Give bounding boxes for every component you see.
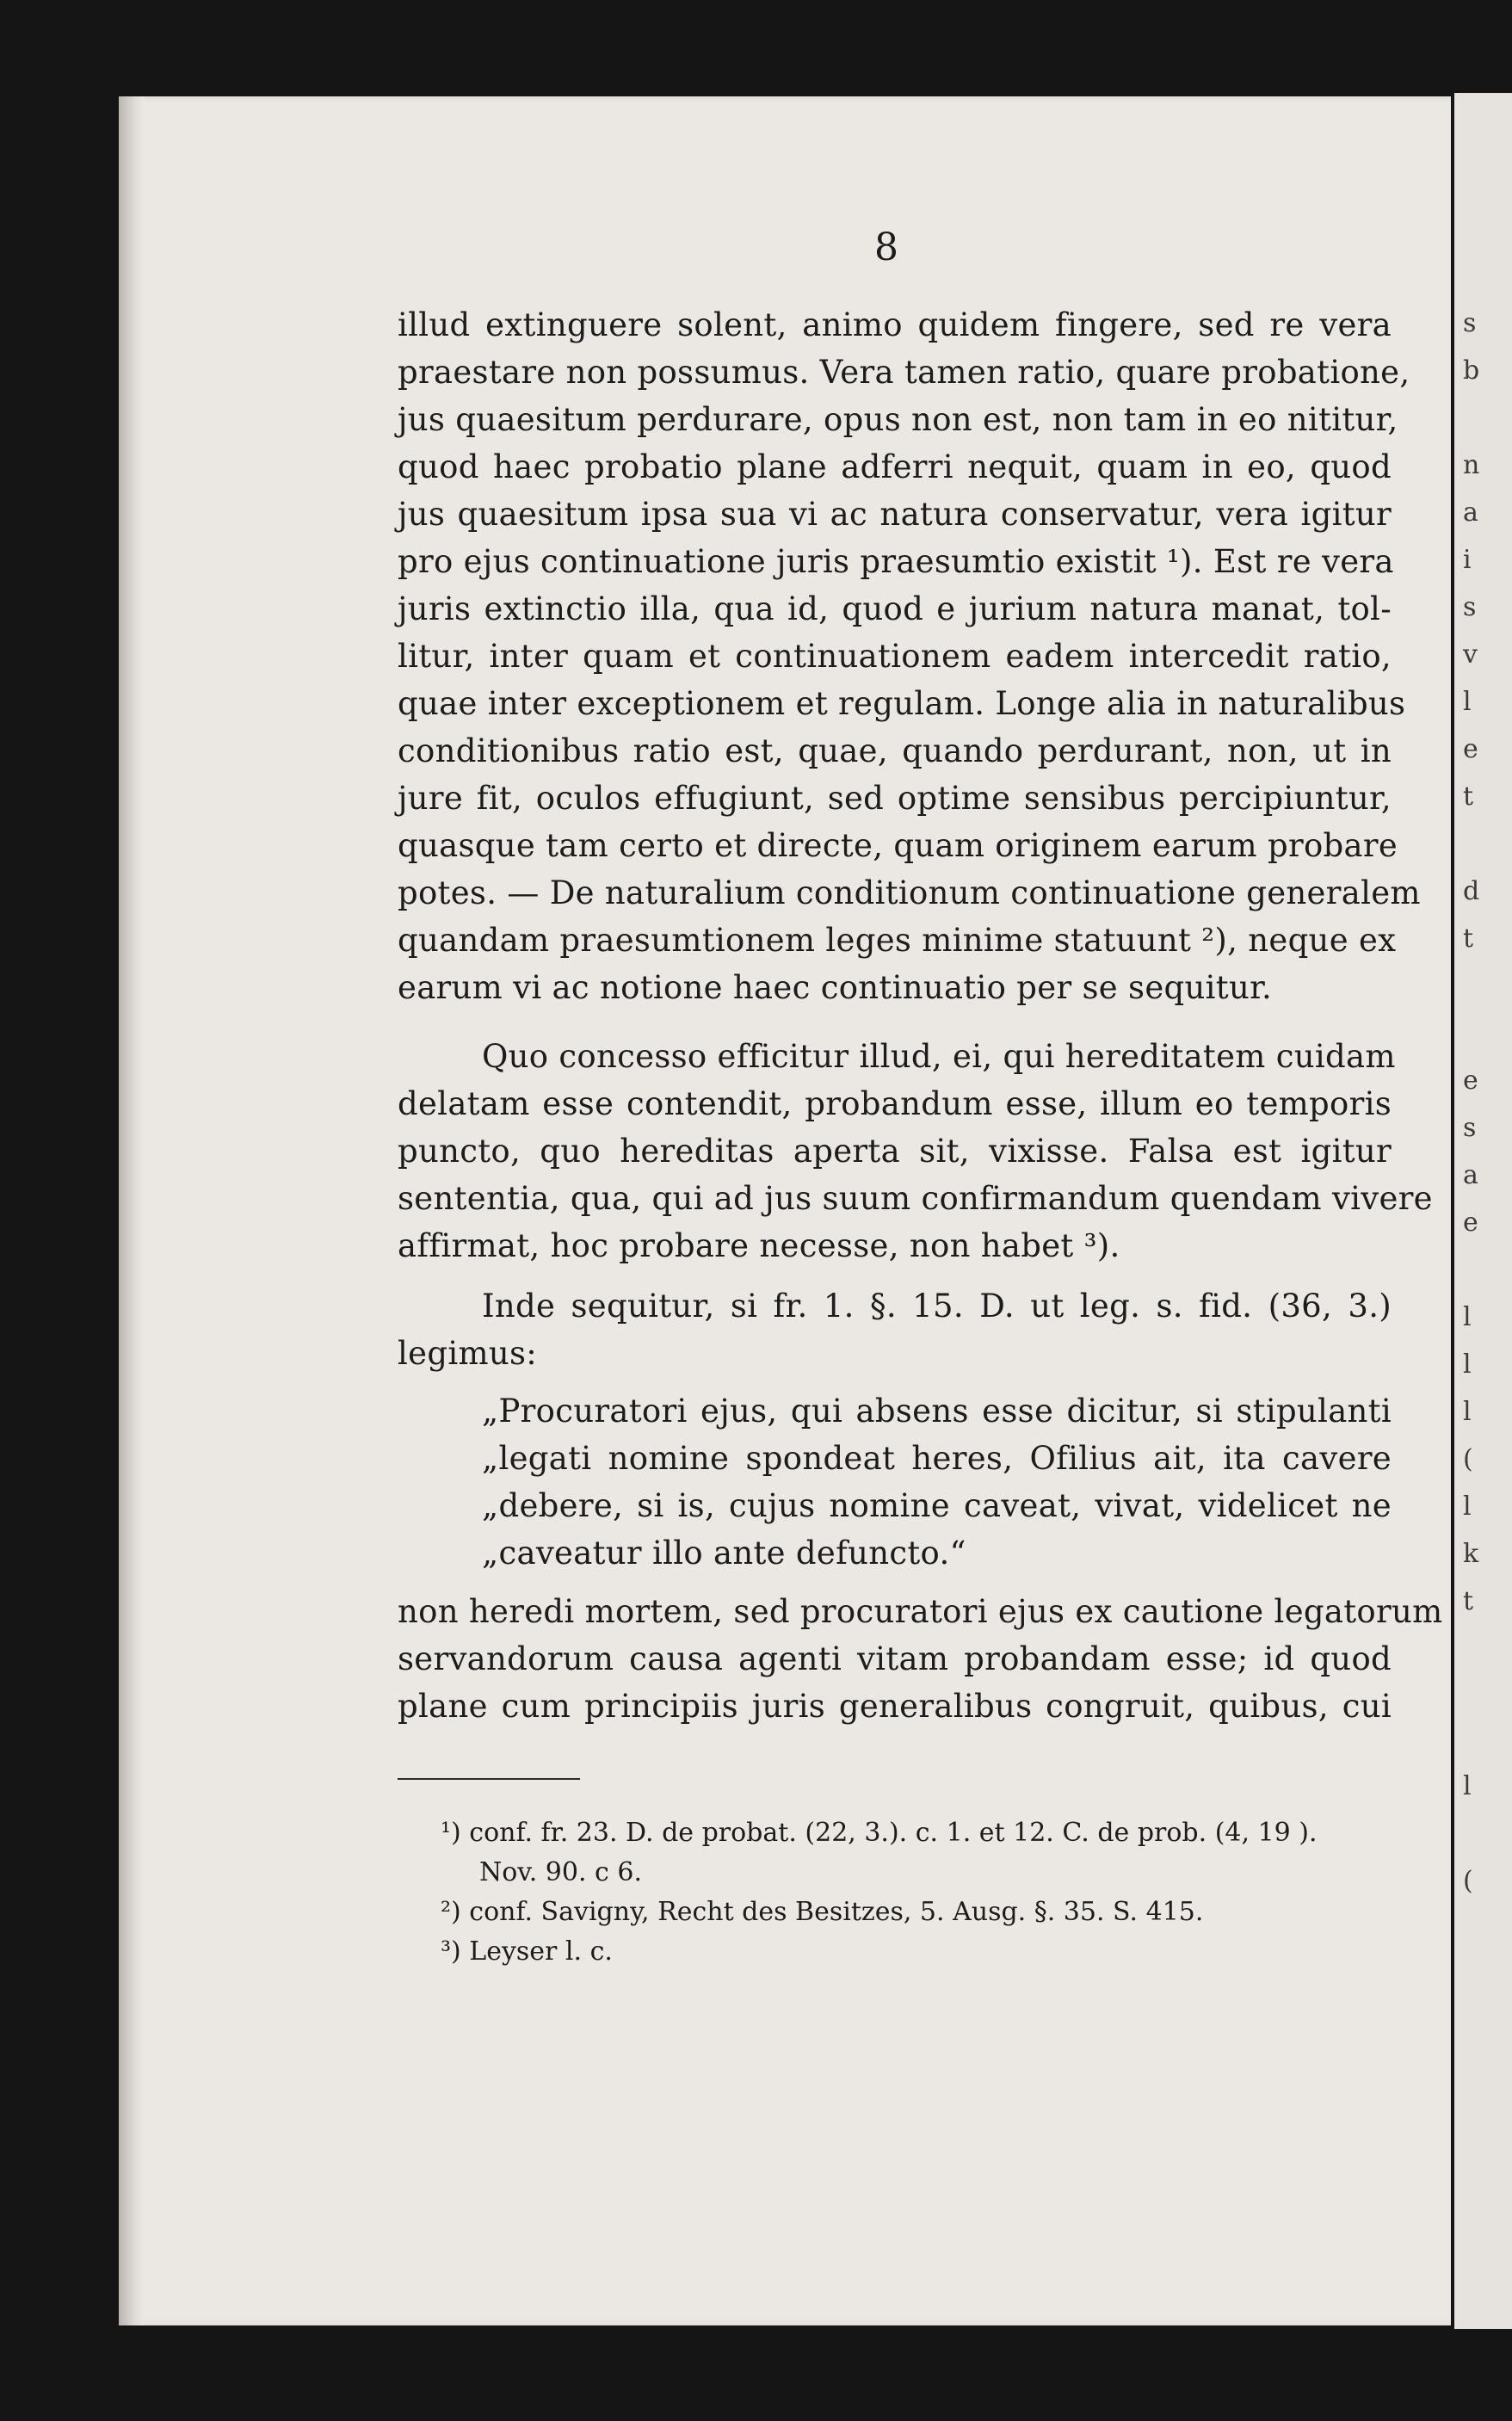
text-line: sententia, qua, qui ad jus suum confirmandum quendam vivere xyxy=(398,1180,1433,1217)
facing-page-letter: d xyxy=(1463,876,1480,906)
facing-page-letter: a xyxy=(1463,497,1478,528)
text-line: praestare non possumus. Vera tamen ratio, quare probatione, xyxy=(398,354,1410,391)
quote-line: „debere, si is, cujus nomine caveat, vivat, videlicet ne xyxy=(482,1487,1392,1524)
facing-page-letter: l xyxy=(1463,1349,1472,1380)
quote-line: „Procuratori ejus, qui absens esse dicitur, si stipulanti xyxy=(482,1393,1392,1430)
footnote: ²) conf. Savigny, Recht des Besitzes, 5. Ausg. §. 35. S. 415. xyxy=(441,1897,1204,1927)
facing-page-letter: l xyxy=(1463,1492,1472,1522)
facing-page-letter: k xyxy=(1463,1539,1479,1569)
page-number: 8 xyxy=(874,225,898,269)
facing-page-letter: s xyxy=(1463,1113,1477,1143)
text-line: puncto, quo hereditas aperta sit, vixisse. Falsa est igitur xyxy=(398,1133,1392,1170)
footnote: ³) Leyser l. c. xyxy=(441,1936,613,1967)
text-line: servandorum causa agenti vitam probandam esse; id quod xyxy=(398,1640,1392,1677)
text-line: quasque tam certo et directe, quam originem earum probare xyxy=(398,827,1398,864)
text-line: delatam esse contendit, probandum esse, illum eo temporis xyxy=(398,1085,1392,1122)
facing-page-edge xyxy=(1454,93,1512,2329)
text-line: Inde sequitur, si fr. 1. §. 15. D. ut leg. s. fid. (36, 3.) xyxy=(482,1288,1392,1325)
text-line: potes. — De naturalium conditionum continuatione generalem xyxy=(398,874,1421,911)
text-line: Quo concesso efficitur illud, ei, qui hereditatem cuidam xyxy=(482,1038,1396,1075)
footnote: ¹) conf. fr. 23. D. de probat. (22, 3.). c. 1. et 12. C. de prob. (4, 19 ). xyxy=(441,1818,1318,1848)
text-line: jure fit, oculos effugiunt, sed optime sensibus percipiuntur, xyxy=(398,780,1392,817)
facing-page-letter: e xyxy=(1463,1065,1478,1096)
facing-page-letter: l xyxy=(1463,1397,1472,1427)
footnote-rule xyxy=(398,1778,580,1780)
footnote-continuation: Nov. 90. c 6. xyxy=(479,1857,642,1887)
text-line: jus quaesitum perdurare, opus non est, non tam in eo nititur, xyxy=(398,401,1398,438)
facing-page-letter: t xyxy=(1463,781,1474,812)
facing-page-letter: s xyxy=(1463,308,1477,338)
text-line: plane cum principiis juris generalibus congruit, quibus, cui xyxy=(398,1688,1392,1725)
text-line: illud extinguere solent, animo quidem fingere, sed re vera xyxy=(398,306,1392,343)
text-line: quod haec probatio plane adferri nequit, quam in eo, quod xyxy=(398,448,1392,485)
facing-page-letter: s xyxy=(1463,592,1477,622)
text-line: quae inter exceptionem et regulam. Longe alia in naturalibus xyxy=(398,685,1406,722)
text-line: affirmat, hoc probare necesse, non habet ³). xyxy=(398,1227,1120,1264)
facing-page-letter: a xyxy=(1463,1160,1478,1190)
facing-page-letter: n xyxy=(1463,450,1480,480)
facing-page-letter: b xyxy=(1463,355,1480,386)
quote-line: „caveatur illo ante defuncto.“ xyxy=(482,1535,966,1572)
facing-page-letter: t xyxy=(1463,923,1474,954)
facing-page-letter: i xyxy=(1463,545,1472,575)
facing-page-letter: v xyxy=(1463,639,1478,670)
text-line: conditionibus ratio est, quae, quando perdurant, non, ut in xyxy=(398,732,1392,769)
text-line: litur, inter quam et continuationem eadem intercedit ratio, xyxy=(398,638,1392,675)
page-gutter-shadow xyxy=(119,96,145,2325)
quote-line: „legati nomine spondeat heres, Ofilius ait, ita cavere xyxy=(482,1440,1392,1477)
text-line: jus quaesitum ipsa sua vi ac natura conservatur, vera igitur xyxy=(398,496,1392,533)
facing-page-letter: l xyxy=(1463,1771,1472,1801)
text-line: legimus: xyxy=(398,1335,538,1372)
facing-page-letter: l xyxy=(1463,687,1472,717)
facing-page-letter: ( xyxy=(1463,1866,1473,1896)
text-line: pro ejus continuatione juris praesumtio existit ¹). Est re vera xyxy=(398,543,1394,580)
facing-page-letter: e xyxy=(1463,734,1478,764)
facing-page-letter: l xyxy=(1463,1302,1472,1332)
text-line: juris extinctio illa, qua id, quod e jurium natura manat, tol- xyxy=(398,590,1392,627)
facing-page-letter: t xyxy=(1463,1586,1474,1616)
facing-page-letter: e xyxy=(1463,1207,1478,1238)
text-line: earum vi ac notione haec continuatio per se sequitur. xyxy=(398,969,1273,1006)
text-line: quandam praesumtionem leges minime statuunt ²), neque ex xyxy=(398,922,1397,959)
text-line: non heredi mortem, sed procuratori ejus ex cautione legatorum xyxy=(398,1593,1443,1630)
facing-page-letter: ( xyxy=(1463,1444,1473,1474)
